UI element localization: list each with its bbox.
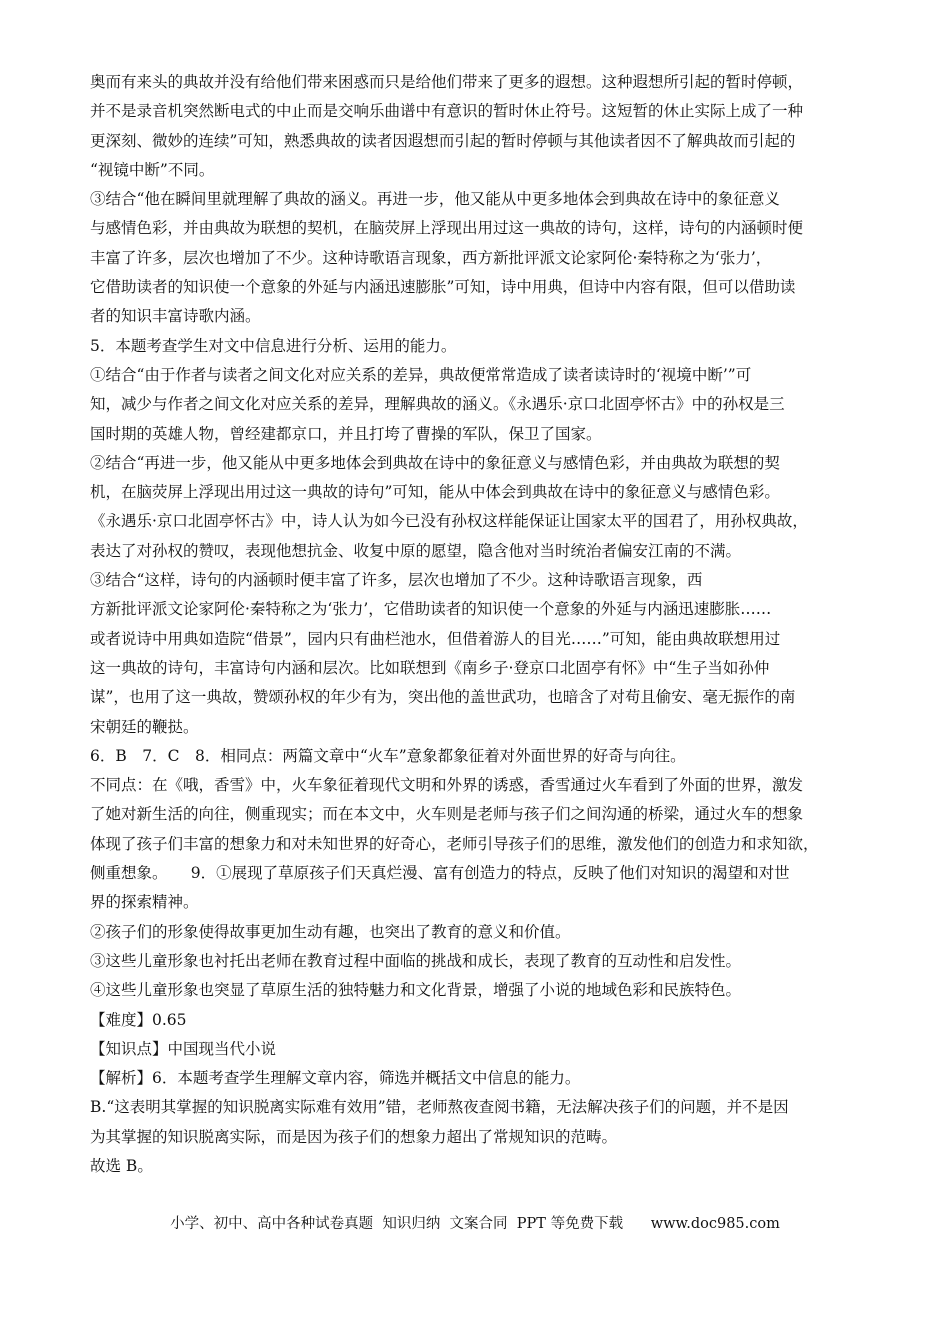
- text-line: 并不是录音机突然断电式的中止而是交响乐曲谱中有意识的暂时休止符号。这短暂的休止实际上成了一种: [90, 102, 804, 121]
- text-line: 或者说诗中用典如造院“借景”，园内只有曲栏池水，但借着游人的目光……”可知，能由典故联想用过: [90, 629, 781, 648]
- text-line: 知，减少与作者之间文化对应关系的差异，理解典故的涵义。《永遇乐·京口北固亭怀古》中的孙权是三: [90, 395, 785, 414]
- text-line: 界的探索精神。: [90, 893, 199, 912]
- text-line: 方新批评派文论家阿伦·秦特称之为‘张力’，它借助读者的知识使一个意象的外延与内涵迅速膨胀……: [90, 600, 772, 619]
- text-line: 这一典故的诗句，丰富诗句内涵和层次。比如联想到《南乡子·登京口北固亭有怀》中“生子当如孙仲: [90, 658, 770, 677]
- text-line: 了她对新生活的向往，侧重现实；而在本文中，火车则是老师与孩子们之间沟通的桥梁，通过火车的想象: [90, 805, 804, 824]
- text-line: 体现了孩子们丰富的想象力和对未知世界的好奇心，老师引导孩子们的思维，激发他们的创造力和求知欲，: [90, 834, 819, 853]
- text-line: 为其掌握的知识脱离实际，而是因为孩子们的想象力超出了常规知识的范畴。: [90, 1127, 618, 1146]
- page-footer: 小学、初中、高中各种试卷真题 知识归纳 文案合同 PPT 等免费下载 www.doc985.com: [170, 1216, 780, 1232]
- text-line: 【难度】0.65: [90, 1010, 187, 1029]
- text-line: ②孩子们的形象使得故事更加生动有趣，也突出了教育的意义和价值。: [90, 922, 571, 941]
- text-line: ③结合“他在瞬间里就理解了典故的涵义。再进一步，他又能从中更多地体会到典故在诗中的象征意义: [90, 190, 780, 209]
- text-line: 【解析】6．本题考查学生理解文章内容，筛选并概括文中信息的能力。: [90, 1069, 581, 1088]
- text-line: 侧重想象。 9．①展现了草原孩子们天真烂漫、富有创造力的特点，反映了他们对知识的渴望和对世: [90, 864, 790, 883]
- text-line: 丰富了许多，层次也增加了不少。这种诗歌语言现象，西方新批评派文论家阿伦·秦特称之为‘张力’，: [90, 248, 772, 267]
- text-line: ③结合“这样，诗句的内涵顿时便丰富了许多，层次也增加了不少。这种诗歌语言现象，西: [90, 571, 703, 590]
- text-line: 奥而有来头的典故并没有给他们带来困惑而只是给他们带来了更多的遐想。这种遐想所引起的暂时停顿，: [90, 73, 804, 91]
- text-line: 《永遇乐·京口北固亭怀古》中，诗人认为如今已没有孙权这样能保证让国家太平的国君了，用孙权典故，: [90, 512, 808, 531]
- text-line: 【知识点】中国现当代小说: [90, 1039, 277, 1058]
- text-line: 5．本题考查学生对文中信息进行分析、运用的能力。: [90, 336, 457, 355]
- document-body: [90, 68, 880, 1181]
- text-line: 6．B 7．C 8．相同点：两篇文章中“火车”意象都象征着对外面世界的好奇与向往。: [90, 746, 686, 765]
- text-line: ④这些儿童形象也突显了草原生活的独特魅力和文化背景，增强了小说的地域色彩和民族特色。: [90, 981, 742, 1000]
- text-line: 更深刻、微妙的连续”可知，熟悉典故的读者因遐想而引起的暂时停顿与其他读者因不了解典故而引起的: [90, 131, 796, 150]
- text-line: 它借助读者的知识使一个意象的外延与内涵迅速膨胀”可知，诗中用典，但诗中内容有限，但可以借助读: [90, 278, 796, 297]
- text-line: 不同点：在《哦，香雪》中，火车象征着现代文明和外界的诱惑，香雪通过火车看到了外面的世界，激发: [90, 776, 804, 795]
- text-line: 国时期的英雄人物，曾经建都京口，并且打垮了曹操的军队，保卫了国家。: [90, 424, 602, 443]
- text-line: 谋”，也用了这一典故，赞颂孙权的年少有为，突出他的盖世武功，也暗含了对苟且偷安、毫无振作的南: [90, 688, 796, 707]
- text-line: 与感情色彩，并由典故为联想的契机，在脑荧屏上浮现出用过这一典故的诗句，这样，诗句的内涵顿时便: [90, 219, 804, 238]
- text-line: 机，在脑荧屏上浮现出用过这一典故的诗句”可知，能从中体会到典故在诗中的象征意义与感情色彩。: [90, 483, 780, 502]
- text-line: ②结合“再进一步，他又能从中更多地体会到典故在诗中的象征意义与感情色彩，并由典故为联想的契: [90, 453, 780, 472]
- text-line: ①结合“由于作者与读者之间文化对应关系的差异，典故便常常造成了读者读诗时的‘视境中断’”可: [90, 365, 752, 384]
- text-line: “视镜中断”不同。: [90, 160, 215, 179]
- text-line: 者的知识丰富诗歌内涵。: [90, 307, 261, 326]
- text-line: ③这些儿童形象也衬托出老师在教育过程中面临的挑战和成长，表现了教育的互动性和启发性。: [90, 951, 742, 970]
- text-line: 表达了对孙权的赞叹，表现他想抗金、收复中原的愿望，隐含他对当时统治者偏安江南的不满。: [90, 541, 742, 560]
- text-line: B.“这表明其掌握的知识脱离实际难有效用”错，老师熬夜查阅书籍，无法解决孩子们的问题，并不是因: [90, 1098, 789, 1117]
- text-line: 故选 B。: [90, 1156, 153, 1175]
- text-line: 宋朝廷的鞭挞。: [90, 717, 199, 736]
